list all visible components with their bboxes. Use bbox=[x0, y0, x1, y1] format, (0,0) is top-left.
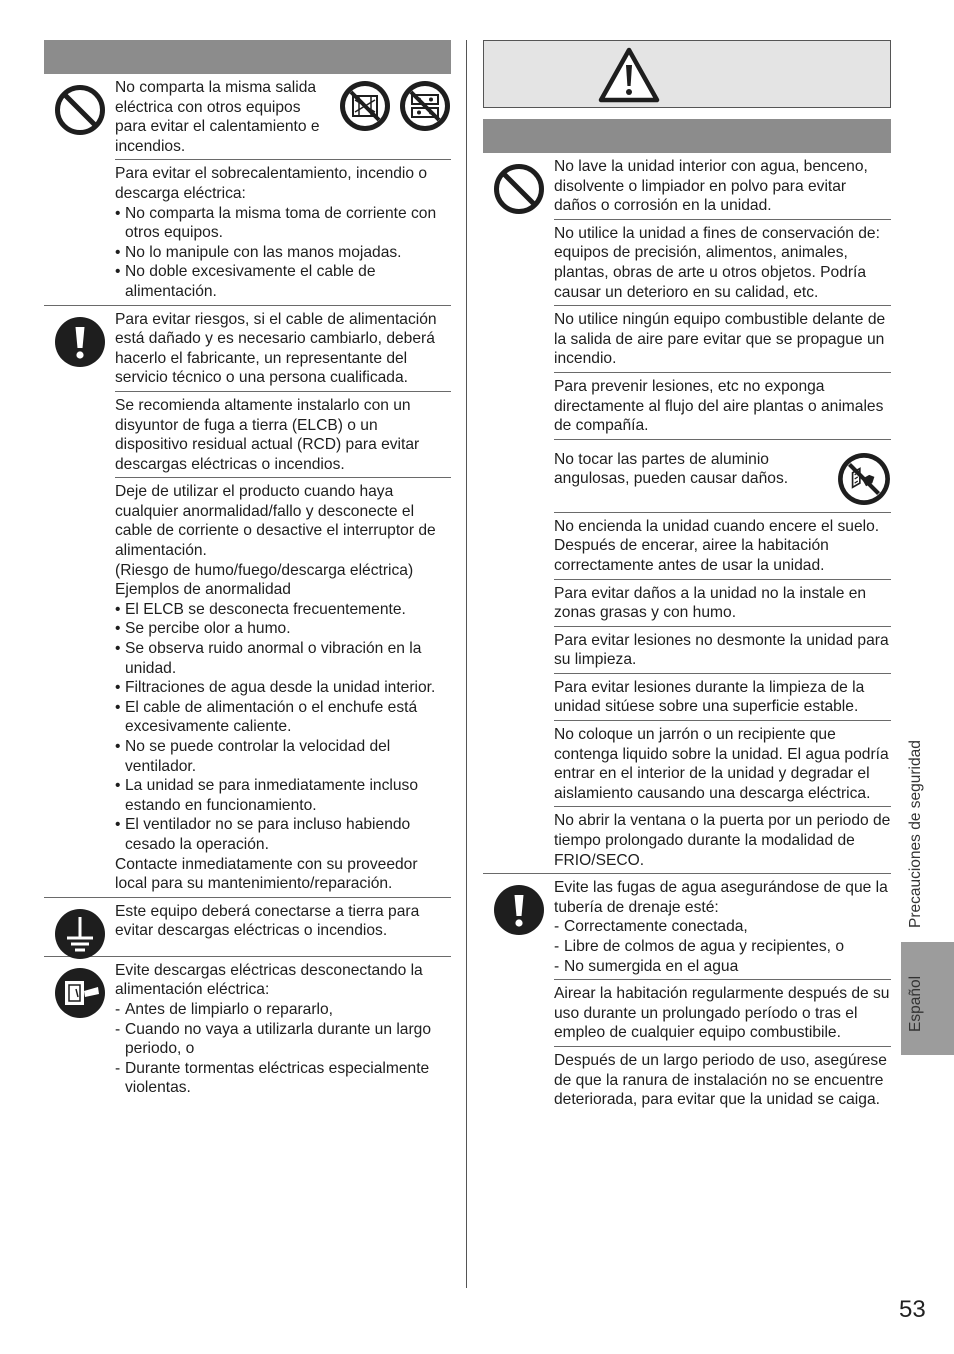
item-text: Para evitar el sobrecalentamiento, incendio o descarga eléctrica: bbox=[115, 165, 428, 202]
prohibition-section-outlet bbox=[44, 74, 451, 305]
item-text: Evite descargas eléctricas desconectando la alimentación eléctrica: bbox=[115, 961, 423, 999]
dash-item: - No sumergida en el agua bbox=[554, 957, 891, 977]
mandatory-section-power bbox=[44, 306, 451, 897]
dash-item: - Antes de limpiarlo o repararlo, bbox=[115, 1000, 451, 1020]
item-text: Evite las fugas de agua asegurándose de que la tubería de drenaje esté: bbox=[554, 879, 888, 916]
left-header-bar bbox=[44, 40, 451, 74]
item-ventilate: Airear la habitación regularmente después de su uso durante un prolungado período o tras el empleo de cualquier equipo combustibile. bbox=[554, 980, 891, 1047]
language-tab-label: Español bbox=[907, 975, 924, 1032]
bullet-item: • El cable de alimentación o el enchufe está excesivamente caliente. bbox=[115, 698, 451, 737]
prohibition-icon bbox=[54, 84, 106, 136]
bullet-item: • El ELCB se desconecta frecuentemente. bbox=[115, 600, 451, 620]
exclamation-icon bbox=[493, 884, 545, 936]
no-shared-outlet-icon bbox=[339, 80, 391, 132]
dash-item: - Correctamente conectada, bbox=[554, 917, 891, 937]
bullet-item: • No lo manipule con las manos mojadas. bbox=[115, 243, 451, 263]
left-column bbox=[44, 40, 451, 1101]
item-ground: Este equipo deberá conectarse a tierra para evitar descargas eléctricas o incendios. bbox=[115, 902, 420, 940]
bullet-item: • No se puede controlar la velocidad del ventilador. bbox=[115, 737, 451, 776]
dash-item: - Cuando no vaya a utilizarla durante un largo periodo, o bbox=[115, 1020, 451, 1059]
language-tab bbox=[901, 942, 954, 1055]
item-greasy-zones: Para evitar daños a la unidad no la instale en zonas grasas y con humo. bbox=[554, 580, 891, 627]
item-drain bbox=[554, 874, 891, 980]
item-no-preservation: No utilice la unidad a fines de conservación de: equipos de precisión, alimentos, animales, plantas, obras de arte u otros objetos. Podría causar un deterioro en su calidad, etc. bbox=[554, 220, 891, 306]
no-multi-plug-icon bbox=[399, 80, 451, 132]
item-window-door: No abrir la ventana o la puerta por un periodo de tiempo prolongado durante la modalidad de FRIO/SECO. bbox=[554, 812, 891, 869]
item-wax-floor: No encienda la unidad cuando encere el suelo. Después de encerar, airee la habitación correctamente antes de usar la unidad. bbox=[554, 513, 891, 580]
item-text: No comparta la misma salida eléctrica con otros equipos para evitar el calentamiento e incendios. bbox=[115, 79, 320, 155]
risk-note: (Riesgo de humo/fuego/descarga eléctrica) bbox=[115, 561, 414, 579]
mandatory-section-maintenance bbox=[483, 874, 891, 1113]
prohibition-section-usage bbox=[483, 153, 891, 873]
bullet-item: • Filtraciones de agua desde la unidad interior. bbox=[115, 678, 451, 698]
item-overheat bbox=[115, 160, 451, 304]
contact-note: Contacte inmediatamente con su proveedor local para su mantenimiento/reparación. bbox=[115, 855, 418, 893]
no-touch-fins-icon bbox=[837, 452, 891, 506]
item-text: Deje de utilizar el producto cuando haya cualquier anormalidad/fallo y desconecte el cable de corriente o desactive el interruptor de alimentación. bbox=[115, 483, 436, 560]
unplug-icon bbox=[54, 967, 106, 1019]
item-aluminium bbox=[554, 440, 891, 513]
item-no-combustible: No utilice ningún equipo combustible delante de la salida de aire pare evitar que se propague un incendio. bbox=[554, 306, 891, 373]
warning-header bbox=[483, 40, 891, 108]
prohibition-icon bbox=[493, 163, 545, 215]
item-shared-outlet bbox=[115, 74, 451, 160]
item-no-disassemble: Para evitar lesiones no desmonte la unidad para su limpieza. bbox=[554, 627, 891, 674]
dash-list bbox=[115, 1000, 451, 1098]
right-column bbox=[483, 40, 891, 1113]
section-tab-label: Precauciones de seguridad bbox=[907, 740, 924, 928]
dash-item: - Libre de colmos de agua y recipientes, o bbox=[554, 937, 891, 957]
dash-item: - Durante tormentas eléctricas especialmente violentas. bbox=[115, 1059, 451, 1098]
bullet-item: • No comparta la misma toma de corriente con otros equipos. bbox=[115, 204, 451, 243]
column-divider bbox=[466, 40, 467, 1288]
item-no-vase: No coloque un jarrón o un recipiente que contenga liquido sobre la unidad. El agua podría entrar en el interior de la unidad y degradar el aislamiento causando una descarga eléctrica. bbox=[554, 721, 891, 807]
item-elcb: Se recomienda altamente instalarlo con un disyuntor de fuga a tierra (ELCB) o un dispositivo residual actual (RCD) para evitar descargas eléctricas o incendios. bbox=[115, 392, 451, 478]
item-text: No tocar las partes de aluminio angulosas, pueden causar daños. bbox=[554, 450, 789, 488]
exclamation-icon bbox=[54, 316, 106, 368]
bullet-item: • El ventilador no se para incluso habiendo cesado la operación. bbox=[115, 815, 451, 854]
ground-section bbox=[44, 898, 451, 956]
item-unplug bbox=[115, 957, 451, 1101]
item-mount-check: Después de un largo periodo de uso, asegúrese de que la ranura de instalación no se encuentre deteriorada, para evitar que la unidad se caiga. bbox=[554, 1051, 887, 1109]
item-cable-replace: Para evitar riesgos, si el cable de alimentación está dañado y es necesario cambiarlo, deberá hacerlo el fabricante, un representante del servicio técnico o una persona cualificada. bbox=[115, 306, 451, 392]
bullet-list bbox=[115, 204, 451, 302]
bullet-item: • Se percibe olor a humo. bbox=[115, 619, 451, 639]
warning-triangle-icon bbox=[597, 46, 661, 104]
item-no-expose: Para prevenir lesiones, etc no exponga directamente al flujo del aire plantas o animales de compañía. bbox=[554, 373, 891, 440]
item-stable-surface: Para evitar lesiones durante la limpieza de la unidad sitúese sobre una superficie estable. bbox=[554, 674, 891, 721]
item-abnormality bbox=[115, 478, 451, 896]
item-no-wash: No lave la unidad interior con agua, benceno, disolvente o limpiador en polvo para evitar daños o corrosión en la unidad. bbox=[554, 153, 891, 220]
bullet-item: • No doble excesivamente el cable de alimentación. bbox=[115, 262, 451, 301]
ground-icon bbox=[54, 908, 106, 960]
unplug-section bbox=[44, 957, 451, 1101]
bullet-item: • La unidad se para inmediatamente incluso estando en funcionamiento. bbox=[115, 776, 451, 815]
examples-heading: Ejemplos de anormalidad bbox=[115, 581, 291, 599]
bullet-list bbox=[115, 600, 451, 855]
bullet-item: • Se observa ruido anormal o vibración en la unidad. bbox=[115, 639, 451, 678]
dash-list bbox=[554, 917, 891, 976]
page-number: 53 bbox=[899, 1296, 926, 1323]
right-header-bar bbox=[483, 119, 891, 153]
